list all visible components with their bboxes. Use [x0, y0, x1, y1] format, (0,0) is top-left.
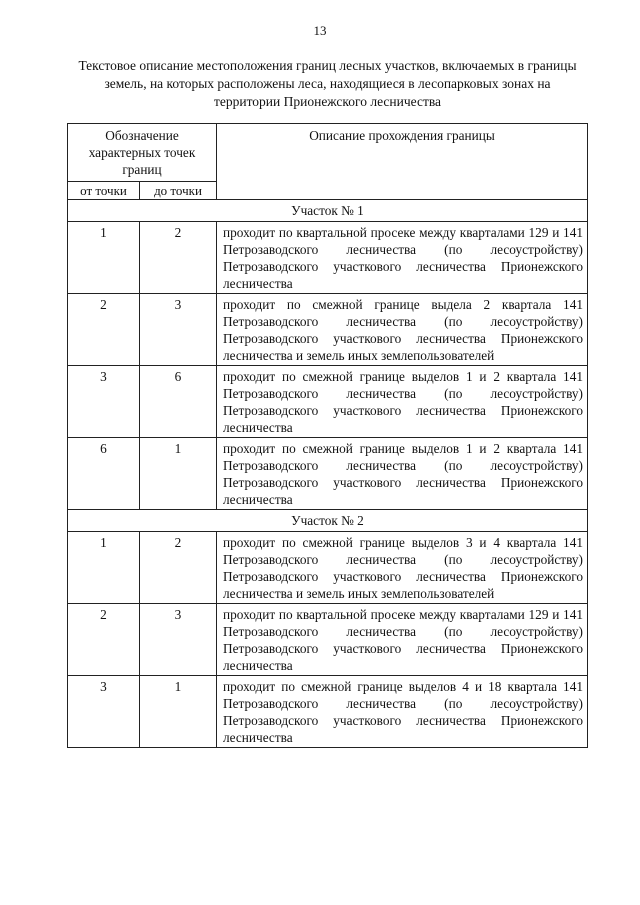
header-description: Описание прохождения границы: [217, 124, 588, 200]
boundary-description-cell: проходит по смежной границе выделов 1 и 2 квартала 141 Петрозаводского лесничества (по лесоустройству) Петрозаводского участкового лесничества Прионежского лесничества: [217, 366, 588, 438]
to-point-cell: 3: [140, 294, 217, 366]
section-title: Участок № 2: [68, 510, 588, 532]
table-row: [68, 532, 588, 604]
boundary-description-cell: проходит по смежной границе выделов 4 и 18 квартала 141 Петрозаводского лесничества (по лесоустройству) Петрозаводского участкового лесничества Прионежского лесничества: [217, 676, 588, 748]
from-point-cell: 3: [68, 366, 140, 438]
boundary-description-cell: проходит по квартальной просеке между кварталами 129 и 141 Петрозаводского лесничества (по лесоустройству) Петрозаводского участкового лесничества Прионежского лесничества: [217, 222, 588, 294]
table-row: [68, 366, 588, 438]
section-title: Участок № 1: [68, 200, 588, 222]
to-point-cell: 1: [140, 676, 217, 748]
from-point-cell: 2: [68, 604, 140, 676]
boundary-description-cell: проходит по смежной границе выделов 1 и 2 квартала 141 Петрозаводского лесничества (по лесоустройству) Петрозаводского участкового лесничества Прионежского лесничества: [217, 438, 588, 510]
table-row: [68, 438, 588, 510]
from-point-cell: 1: [68, 222, 140, 294]
header-points: Обозначение характерных точек границ: [68, 124, 217, 182]
table-row: [68, 604, 588, 676]
section-row: [68, 510, 588, 532]
to-point-cell: 6: [140, 366, 217, 438]
table-row: [68, 222, 588, 294]
page-number: 13: [313, 23, 327, 38]
boundary-description-cell: проходит по квартальной просеке между кварталами 129 и 141 Петрозаводского лесничества (по лесоустройству) Петрозаводского участкового лесничества Прионежского лесничества: [217, 604, 588, 676]
to-point-cell: 2: [140, 532, 217, 604]
header-to-point: до точки: [140, 182, 217, 200]
header-from-point: от точки: [68, 182, 140, 200]
boundary-table: [67, 123, 588, 748]
from-point-cell: 3: [68, 676, 140, 748]
boundary-description-cell: проходит по смежной границе выделов 3 и 4 квартала 141 Петрозаводского лесничества (по лесоустройству) Петрозаводского участкового лесничества Прионежского лесничества и земель иных землепользователей: [217, 532, 588, 604]
to-point-cell: 1: [140, 438, 217, 510]
from-point-cell: 2: [68, 294, 140, 366]
boundary-description-cell: проходит по смежной границе выдела 2 квартала 141 Петрозаводского лесничества (по лесоустройству) Петрозаводского участкового лесничества Прионежского лесничества и земель иных землепользователей: [217, 294, 588, 366]
table-body: [68, 124, 588, 748]
table-row: [68, 676, 588, 748]
from-point-cell: 1: [68, 532, 140, 604]
section-row: [68, 200, 588, 222]
to-point-cell: 3: [140, 604, 217, 676]
from-point-cell: 6: [68, 438, 140, 510]
table-header-row: [68, 124, 588, 182]
to-point-cell: 2: [140, 222, 217, 294]
document-title: Текстовое описание местоположения границ лесных участков, включаемых в границы земель, на которых расположены леса, находящиеся в лесопарковых зонах на территории Прионежского лесничества: [78, 58, 577, 109]
table-row: [68, 294, 588, 366]
